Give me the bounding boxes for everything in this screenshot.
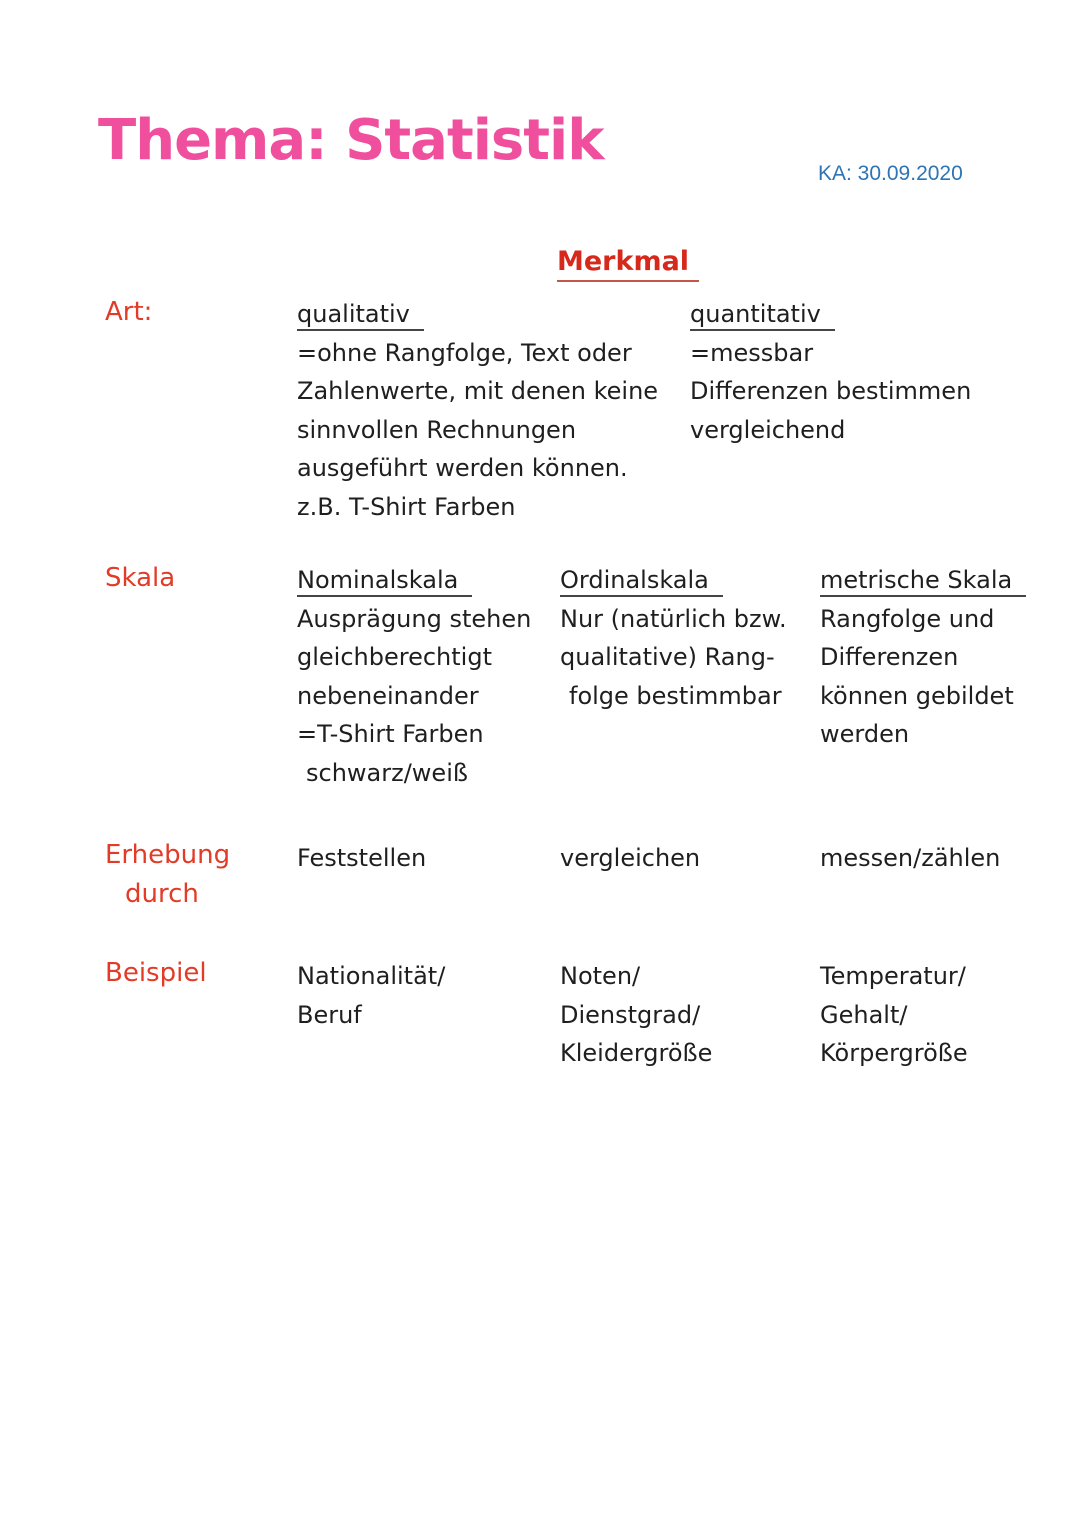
text-line: schwarz/weiß <box>306 758 468 787</box>
cell-skala-nominal <box>297 561 531 792</box>
text-line: können gebildet <box>820 681 1014 710</box>
text-line: Nationalität/ <box>297 962 446 990</box>
text-line: Rangfolge und <box>820 604 995 633</box>
text-line: Differenzen <box>820 643 959 671</box>
text-line: Körpergröße <box>820 1039 968 1067</box>
text-line: Zahlenwerte, mit denen keine <box>297 377 659 405</box>
cell-erhebung-metrisch <box>820 839 1000 878</box>
text-line: Beruf <box>297 1000 362 1029</box>
row-label-art: Art: <box>105 297 153 327</box>
cell-heading: Nominalskala <box>297 561 531 600</box>
text-line: =T-Shirt Farben <box>297 720 484 748</box>
text-line: Dienstgrad/ <box>560 1000 701 1029</box>
text-line: z.B. T-Shirt Farben <box>297 492 516 521</box>
text-line: =ohne Rangfolge, Text oder <box>297 338 632 367</box>
cell-skala-ordinal <box>560 561 787 715</box>
text-line: nebeneinander <box>297 681 479 710</box>
text-line: sinnvollen Rechnungen <box>297 415 577 444</box>
cell-beispiel-nominal <box>297 957 445 1034</box>
text-line: Gehalt/ <box>820 1000 908 1029</box>
text-line: messen/zählen <box>820 844 1001 872</box>
cell-erhebung-ordinal <box>560 839 700 878</box>
cell-beispiel-ordinal <box>560 957 712 1073</box>
table-heading-merkmal <box>557 246 699 277</box>
cell-art-quantitativ <box>690 295 971 449</box>
text-line: Ausprägung stehen <box>297 604 532 633</box>
page-title: Thema: Statistik <box>98 108 604 173</box>
cell-art-qualitativ <box>297 295 658 526</box>
text-line: folge bestimmbar <box>569 681 782 710</box>
exam-date-label: KA: 30.09.2020 <box>818 162 963 185</box>
row-label-erhebung: Erhebung <box>105 840 231 870</box>
row-label-beispiel: Beispiel <box>105 958 207 988</box>
text-line: Feststellen <box>297 844 427 872</box>
cell-beispiel-metrisch <box>820 957 968 1073</box>
text-line: vergleichen <box>560 844 701 872</box>
text-line: Kleidergröße <box>560 1039 713 1067</box>
cell-heading: metrische Skala <box>820 561 1026 600</box>
text-line: gleichberechtigt <box>297 643 492 671</box>
cell-erhebung-nominal <box>297 839 426 878</box>
cell-heading: qualitativ <box>297 295 658 334</box>
text-line: Noten/ <box>560 962 641 990</box>
text-line: Differenzen bestimmen <box>690 377 972 405</box>
row-label-erhebung-durch: durch <box>125 879 199 909</box>
row-label-skala: Skala <box>105 563 176 593</box>
cell-skala-metrisch <box>820 561 1026 754</box>
text-line: vergleichend <box>690 415 846 444</box>
text-line: Temperatur/ <box>820 962 966 990</box>
table-heading-text: Merkmal <box>557 246 699 282</box>
text-line: =messbar <box>690 338 814 367</box>
text-line: Nur (natürlich bzw. <box>560 604 787 633</box>
cell-heading: quantitativ <box>690 295 971 334</box>
text-line: qualitative) Rang- <box>560 643 775 671</box>
text-line: ausgeführt werden können. <box>297 454 628 482</box>
text-line: werden <box>820 720 910 748</box>
cell-heading: Ordinalskala <box>560 561 787 600</box>
